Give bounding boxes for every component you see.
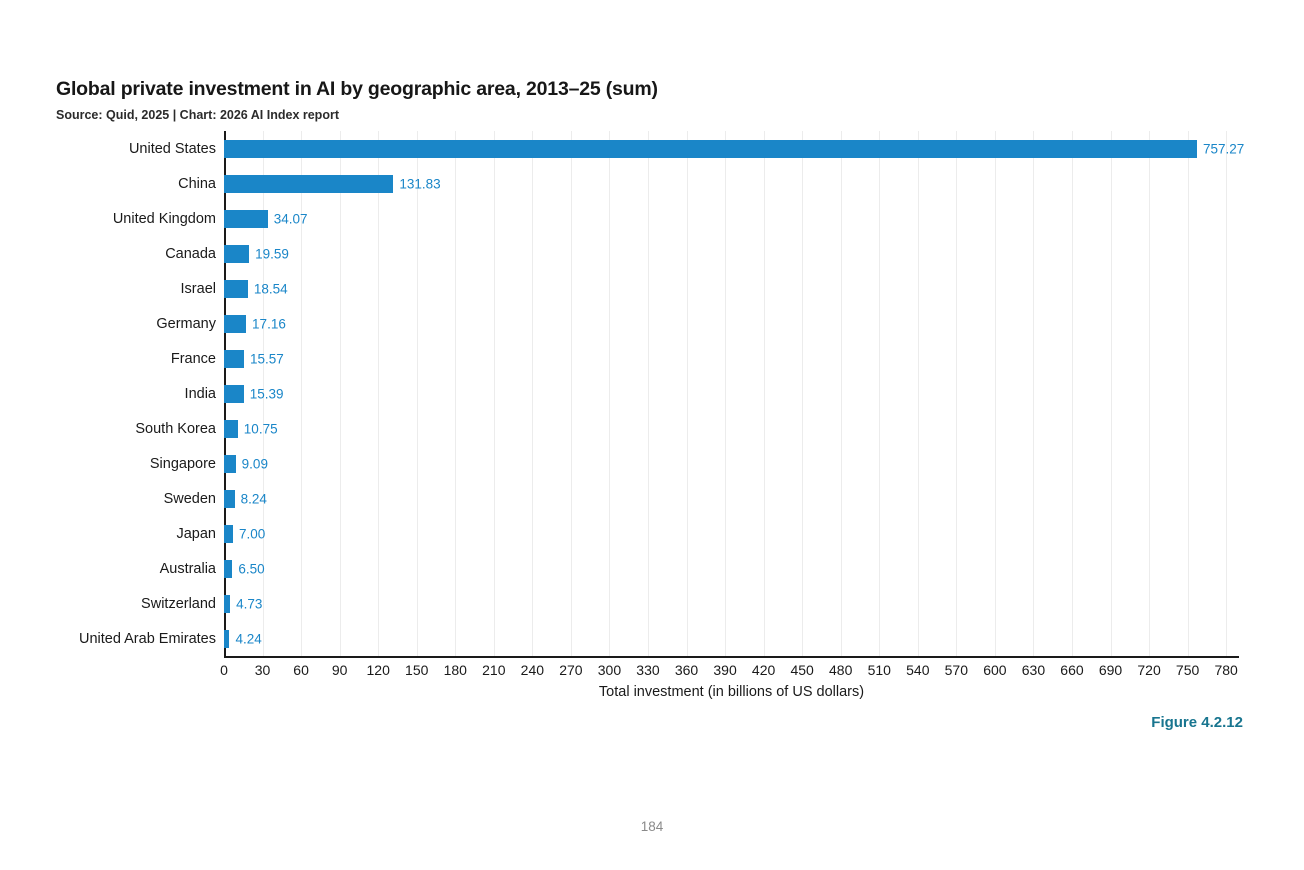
x-tick-label: 660 [1060,662,1084,678]
x-tick-label: 420 [751,662,776,678]
bar-row [163,481,1239,516]
chart-plot-area [78,131,1245,656]
x-tick-label: 60 [293,662,309,678]
bar [224,245,249,263]
bar-row [141,586,1239,621]
bar-series [78,131,1245,656]
bar-row [180,271,1239,306]
bar [224,630,229,648]
x-tick-label: 30 [254,662,271,678]
x-tick-label: 300 [597,662,622,678]
chart-title: Global private investment in AI by geographic area, 2013–25 (sum) [56,78,658,100]
bar-value-label: 7.00 [238,526,266,541]
x-tick-label: 510 [867,662,891,678]
x-tick-label: 390 [713,662,737,678]
x-tick-label: 150 [405,662,429,678]
bar-row [156,306,1239,341]
bar-value-label: 34.07 [273,211,308,226]
x-tick-label: 270 [559,662,583,678]
x-tick-label: 720 [1137,662,1161,678]
x-axis-line [224,656,1239,658]
page-number: 184 [640,819,664,834]
bar-value-label: 757.27 [1202,141,1245,156]
category-label: Japan [176,525,216,542]
x-axis-tick-labels [220,662,1239,682]
x-tick-label: 570 [944,662,969,678]
x-axis-title: Total investment (in billions of US dollars) [598,684,865,700]
x-tick-label: 120 [366,662,390,678]
bar-value-label: 6.50 [238,561,265,576]
bar-value-label: 131.83 [399,176,441,191]
bar-value-label: 18.54 [253,281,288,296]
bar-row [135,411,1239,446]
category-label: United Arab Emirates [78,630,216,647]
bar [224,525,233,543]
bar-value-label: 4.73 [236,596,263,611]
bar-row [165,236,1239,271]
bar [224,595,230,613]
figure-number: Figure 4.2.12 [1151,714,1243,731]
x-tick-label: 450 [790,662,814,678]
bar-row [170,341,1239,376]
x-tick-label: 780 [1214,662,1238,678]
x-tick-label: 480 [829,662,853,678]
x-tick-label: 330 [636,662,660,678]
x-tick-label: 540 [906,662,930,678]
category-label: United Kingdom [112,210,216,227]
bar-value-label: 19.59 [255,246,289,261]
category-label: Sweden [163,490,216,507]
category-label: Singapore [149,455,216,472]
bar [224,490,235,508]
bar [224,315,246,333]
bar [224,385,244,403]
x-tick-label: 750 [1175,662,1200,678]
bar [224,560,232,578]
bar-value-label: 9.09 [241,456,268,471]
x-tick-label: 240 [520,662,545,678]
x-tick-label: 690 [1098,662,1123,678]
x-tick-label: 630 [1021,662,1046,678]
category-label: India [184,385,216,402]
x-tick-label: 600 [983,662,1007,678]
bar [224,455,236,473]
x-tick-label: 90 [331,662,348,678]
x-tick-label: 210 [482,662,506,678]
category-label: United States [128,140,216,157]
bar-value-label: 8.24 [240,491,267,506]
bar-row [178,166,1239,201]
x-tick-label: 0 [220,662,228,678]
bar [224,350,244,368]
bar [224,280,248,298]
bar [224,420,238,438]
bar-row [184,376,1239,411]
bar-value-label: 4.24 [235,631,262,646]
category-label: Germany [156,315,216,332]
bar-value-label: 10.75 [243,421,278,436]
bar-row [128,131,1245,166]
bar-value-label: 15.39 [249,386,284,401]
bar-row [149,446,1239,481]
category-label: Israel [180,280,216,297]
category-label: Canada [165,245,216,262]
chart-source-note: Source: Quid, 2025 | Chart: 2026 AI Index report [56,108,339,122]
category-label: China [178,175,216,192]
bar-row [176,516,1239,551]
bar-value-label: 17.16 [252,316,286,331]
x-tick-label: 360 [674,662,699,678]
category-label: France [170,350,216,367]
category-label: Australia [159,560,216,577]
bar [224,210,268,228]
x-tick-label: 180 [443,662,467,678]
bar [224,140,1197,158]
bar [224,175,393,193]
bar-value-label: 15.57 [250,351,284,366]
bar-row [78,621,1239,656]
bar-row [159,551,1239,586]
bar-row [112,201,1239,236]
category-label: Switzerland [141,595,216,612]
category-label: South Korea [135,420,216,437]
